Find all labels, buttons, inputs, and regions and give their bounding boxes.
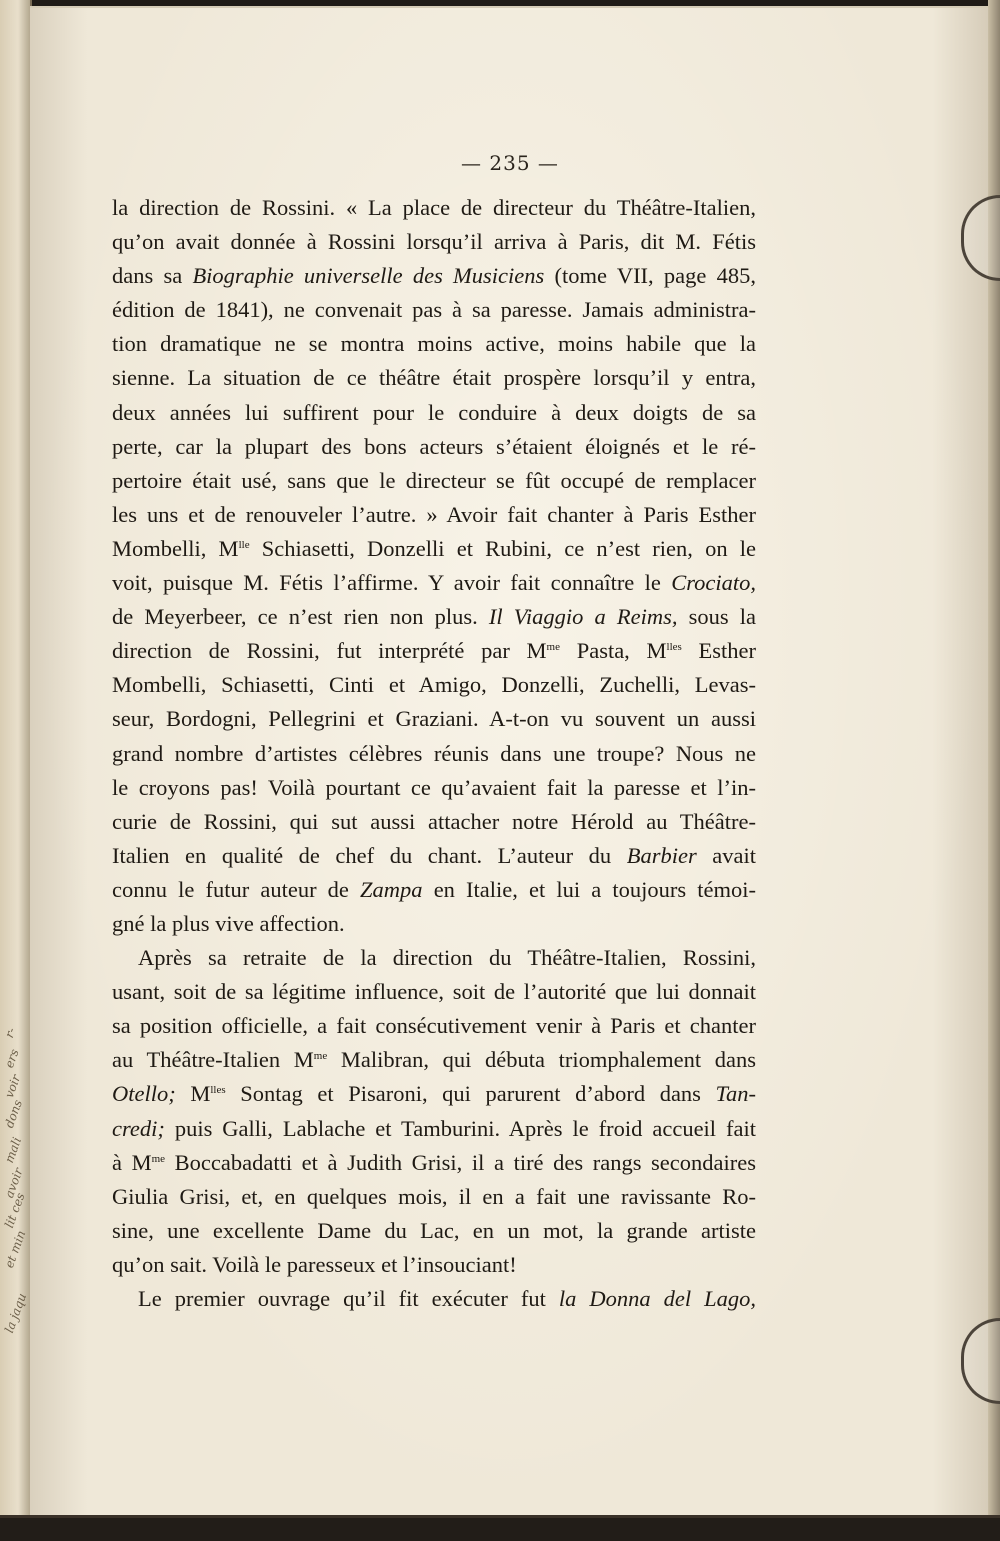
text-span: édition de 1841), ne convenait pas à sa paresse. Jamais administra- [112, 297, 756, 323]
text-line [112, 1112, 756, 1146]
text-span: de Meyerbeer, ce n’est rien non plus. [112, 604, 489, 630]
text-line [112, 464, 756, 498]
text-line [112, 839, 756, 873]
text-span: Esther [681, 638, 757, 664]
italic-title: credi; [112, 1115, 165, 1141]
text-span: Boccabadatti et à Judith Grisi, il a tiré des rangs secondaires [165, 1149, 757, 1175]
text-span: tion dramatique ne se montra moins active, moins habile que la [112, 331, 756, 357]
text-span: Le premier ouvrage qu’il fit exécuter fut [138, 1286, 559, 1311]
superscript-abbrev: me [313, 1050, 328, 1063]
text-line [112, 1282, 756, 1316]
facing-page-fragment: voir [2, 1072, 24, 1100]
superscript-abbrev: lles [210, 1084, 226, 1097]
text-span: sienne. La situation de ce théâtre était prospère lorsqu’il y entra, [112, 365, 756, 391]
text-span: Italien en qualité de chef du chant. L’auteur du [112, 842, 627, 868]
text-line [112, 907, 756, 941]
text-span: sous la [677, 604, 756, 630]
facing-page-fragment: lit ces [2, 1190, 28, 1230]
italic-title: la Donna del Lago, [558, 1286, 756, 1311]
text-line [112, 1009, 756, 1043]
text-span: usant, soit de sa légitime influence, soit de l’autorité que lui donnait [112, 979, 756, 1005]
text-span: qu’on sait. Voilà le paresseux et l’insouciant! [112, 1251, 517, 1277]
text-line [112, 532, 756, 566]
text-line [112, 975, 756, 1009]
italic-title: Zampa [360, 876, 423, 902]
text-span: la direction de Rossini. « La place de directeur du Théâtre-Italien, [112, 195, 756, 220]
text-line [112, 1077, 756, 1111]
italic-title: Il Viaggio a Reims, [488, 604, 678, 630]
text-span: qu’on avait donnée à Rossini lorsqu’il arriva à Paris, dit M. Fétis [112, 229, 756, 255]
text-span: deux années lui suffirent pour le conduire à deux doigts de sa [112, 399, 756, 425]
text-line [112, 259, 756, 293]
text-span: à M [112, 1149, 152, 1175]
facing-page-fragment: la jaqu [2, 1291, 30, 1335]
text-line [112, 1180, 756, 1214]
text-span: au Théâtre-Italien M [112, 1047, 314, 1073]
text-line [112, 1043, 756, 1077]
text-span: gné la plus vive affection. [112, 910, 345, 936]
superscript-abbrev: lles [666, 641, 682, 654]
text-line [112, 634, 756, 668]
facing-page-fragment: mali [2, 1135, 25, 1165]
text-line [112, 293, 756, 327]
facing-page-fragment: dons [2, 1097, 26, 1130]
text-span: puis Galli, Lablache et Tamburini. Après le froid accueil fait [164, 1115, 756, 1141]
page-body-text [112, 191, 756, 1316]
text-line [112, 1248, 756, 1282]
italic-title: Tan- [715, 1081, 756, 1107]
text-line [112, 737, 756, 771]
text-line [112, 396, 756, 430]
text-span: Mombelli, M [112, 535, 239, 561]
text-line [112, 361, 756, 395]
superscript-abbrev: lle [238, 538, 250, 551]
text-span: Pasta, M [559, 638, 667, 664]
superscript-abbrev: me [151, 1152, 166, 1165]
text-span: (tome VII, page 485, [544, 263, 756, 289]
text-line [112, 668, 756, 702]
text-line [112, 498, 756, 532]
text-line [112, 225, 756, 259]
text-span: sa position officielle, a fait consécutivement venir à Paris et chanter [112, 1013, 756, 1039]
scanner-bottom-band [0, 1515, 1000, 1541]
text-span: grand nombre d’artistes célèbres réunis dans une troupe? Nous ne [112, 740, 756, 766]
text-span: connu le futur auteur de [112, 876, 361, 902]
text-span: sine, une excellente Dame du Lac, en un mot, la grande artiste [112, 1217, 756, 1243]
text-span: le croyons pas! Voilà pourtant ce qu’avaient fait la paresse et l’in- [112, 774, 756, 800]
text-span: Mombelli, Schiasetti, Cinti et Amigo, Donzelli, Zuchelli, Levas- [112, 672, 756, 698]
text-span: Après sa retraite de la direction du Théâtre-Italien, Rossini, [138, 945, 756, 971]
text-line [112, 1146, 756, 1180]
facing-page-fragment: r- [2, 1025, 19, 1040]
text-span: dans sa [112, 263, 193, 289]
text-span: avait [696, 842, 756, 868]
facing-page-fragment: avoir [2, 1166, 26, 1200]
italic-title: Otello; [112, 1081, 176, 1107]
text-span: direction de Rossini, fut interprété par M [112, 638, 547, 664]
text-span: M [175, 1081, 211, 1107]
text-span: en Italie, et lui a toujours témoi- [422, 876, 756, 902]
text-span: seur, Bordogni, Pellegrini et Graziani. A-t-on vu souvent un aussi [112, 706, 756, 732]
text-line [112, 191, 756, 225]
text-line [112, 327, 756, 361]
text-line [112, 805, 756, 839]
text-span: perte, car la plupart des bons acteurs s’étaient éloignés et le ré- [112, 433, 756, 459]
facing-page-fragment: et min [2, 1228, 29, 1270]
page-number: — 235 — [461, 151, 559, 175]
book-page [30, 6, 990, 1520]
italic-title: Biographie universelle des Musiciens [192, 263, 545, 289]
text-span: Sontag et Pisaroni, qui parurent d’abord dans [225, 1081, 716, 1107]
text-line [112, 430, 756, 464]
text-line [112, 1214, 756, 1248]
text-line [112, 600, 756, 634]
text-span: Giulia Grisi, et, en quelques mois, il en a fait une ravissante Ro- [112, 1183, 756, 1209]
text-line [112, 941, 756, 975]
text-span: Malibran, qui débuta triomphalement dans [327, 1047, 757, 1073]
italic-title: Barbier [626, 842, 697, 868]
italic-title: Crociato, [671, 570, 756, 596]
text-line [112, 566, 756, 600]
text-line [112, 702, 756, 736]
text-line [112, 873, 756, 907]
text-span: pertoire était usé, sans que le directeur se fût occupé de remplacer [112, 467, 756, 493]
facing-page-fragment: ers [2, 1047, 22, 1070]
text-span: Schiasetti, Donzelli et Rubini, ce n’est rien, on le [249, 535, 756, 561]
text-span: curie de Rossini, qui sut aussi attacher notre Hérold au Théâtre- [112, 808, 756, 834]
superscript-abbrev: me [546, 641, 560, 654]
text-span: les uns et de renouveler l’autre. » Avoir fait chanter à Paris Esther [112, 501, 756, 527]
text-line [112, 771, 756, 805]
text-span: voit, puisque M. Fétis l’affirme. Y avoir fait connaître le [112, 570, 672, 596]
previous-page-edge [0, 0, 32, 1541]
